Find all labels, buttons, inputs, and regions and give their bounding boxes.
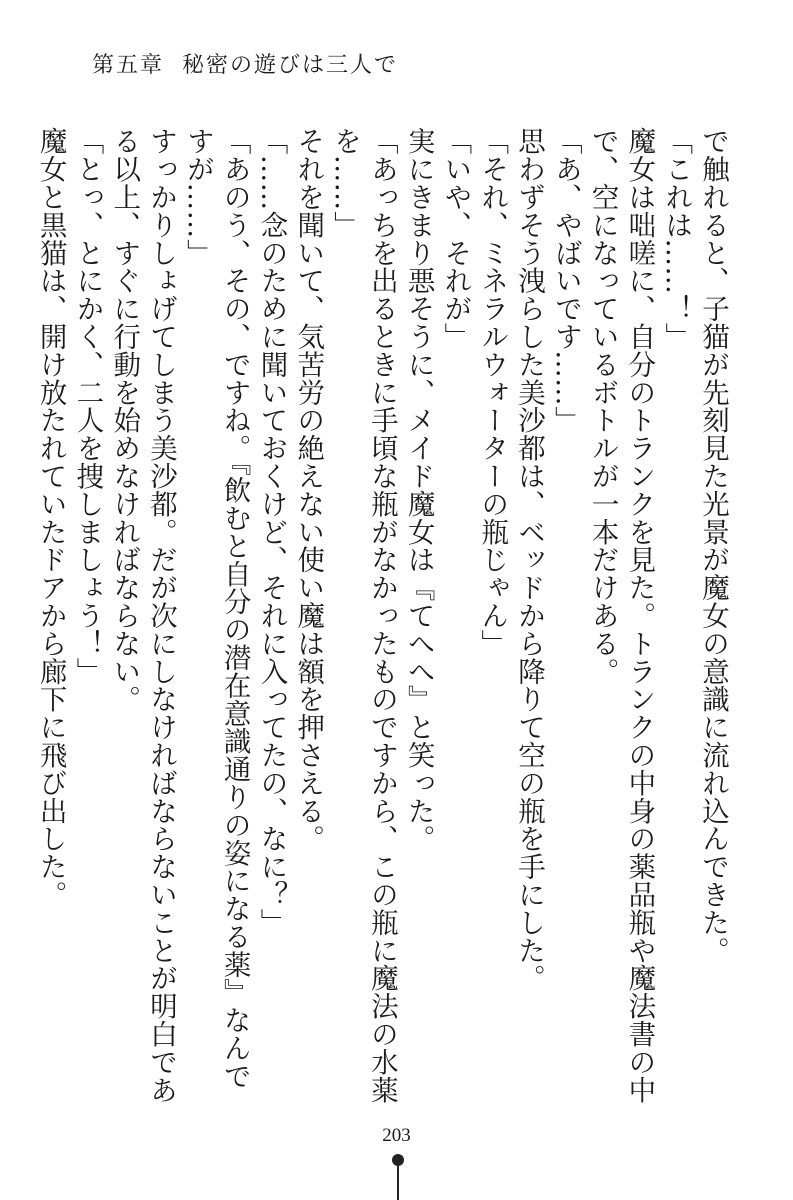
paragraph: 魔女は咄嗟に、自分のトランクを見た。トランクの中身の薬品瓶や魔法書の中で、空になっているボトルが一本だけある。: [586, 127, 656, 1104]
paragraph: 「とっ、とにかく、二人を捜しましょう！」: [71, 127, 104, 685]
paragraph: 「あのう、その、ですね。『飲むと自分の潜在意識通りの姿になる薬』なんですが……」: [181, 127, 251, 1090]
running-head: [92, 48, 398, 79]
chapter-title: 秘密の遊びは三人で: [182, 53, 399, 78]
page-number: 203: [382, 1125, 411, 1146]
chapter-label: 第五章: [92, 53, 165, 78]
paragraph: すっかりしょげてしまう美沙都。だが次にしなければならないことが明白である以上、すぐに行動を始めなければならない。: [108, 127, 178, 1104]
paragraph: それを聞いて、気苦労の絶えない使い魔は額を押さえる。: [292, 127, 325, 853]
body-text: [34, 127, 731, 1107]
paragraph: 「これは……！」: [660, 127, 693, 351]
paragraph: 「いや、それが」: [439, 127, 472, 351]
bookmark-ribbon-line: [397, 1166, 399, 1200]
paragraph: 実にきまり悪そうに、メイド魔女は『てへへ』と笑った。: [402, 127, 435, 853]
paragraph: 「それ、ミネラルウォーターの瓶じゃん」: [476, 127, 509, 658]
paragraph: 「あ、やばいです……」: [549, 127, 582, 434]
paragraph: 魔女と黒猫は、開け放たれていたドアから廊下に飛び出した。: [34, 127, 67, 909]
paragraph: 思わずそう洩らした美沙都は、ベッドから降りて空の瓶を手にした。: [513, 127, 546, 992]
paragraph: 「あっちを出るときに手頃な瓶がなかったものですから、この瓶に魔法の水薬を……」: [329, 127, 398, 1104]
bookmark-ribbon-dot: [392, 1154, 404, 1166]
paragraph: で触れると、子猫が先刻見た光景が魔女の意識に流れ込んできた。: [697, 127, 729, 964]
paragraph: 「……念のために聞いておくけど、それに入ってたの、なに？」: [255, 127, 288, 937]
